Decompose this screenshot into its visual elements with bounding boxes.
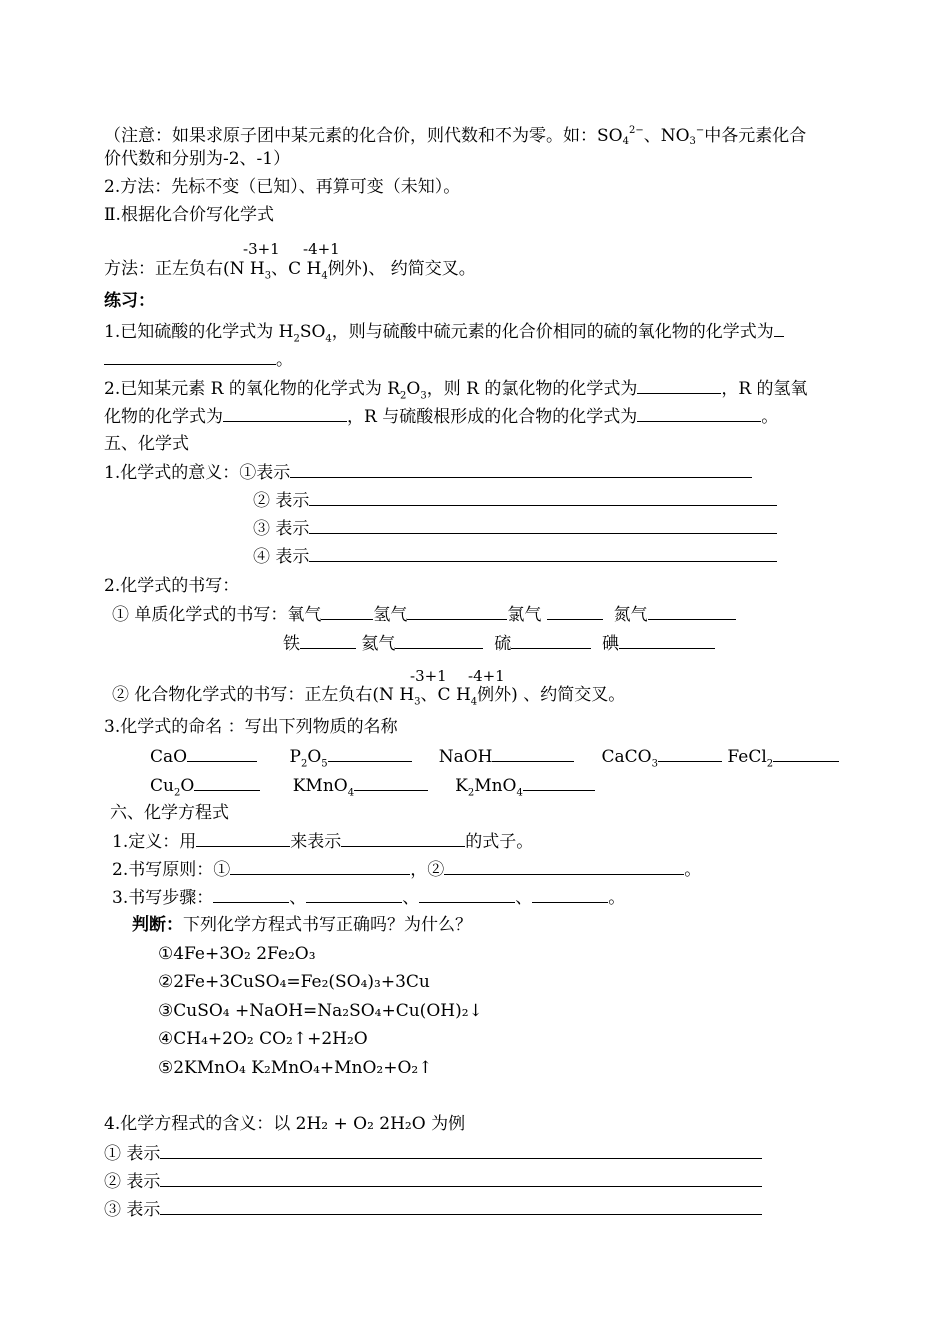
- answer-blank[interactable]: [309, 517, 777, 534]
- question-2-line-2: 化物的化学式为 ，R 与硫酸根形成的化合物的化学式为 。: [104, 407, 779, 427]
- meaning-row-3: ③ 表示: [253, 517, 777, 540]
- valence-nh3-2: -3+1: [410, 667, 447, 685]
- practice-title: 练习：: [104, 291, 155, 311]
- answer-blank[interactable]: [230, 858, 410, 875]
- answer-blank[interactable]: [395, 632, 483, 649]
- answer-blank[interactable]: [619, 632, 715, 649]
- section-6-title: 六、化学方程式: [110, 803, 229, 823]
- answer-blank[interactable]: [328, 745, 412, 762]
- meaning-row-1: 1.化学式的意义：①表示: [104, 461, 752, 484]
- equation-4: ④CH₄+2O₂ CO₂↑+2H₂O: [158, 1029, 368, 1049]
- steps: 3.书写步骤： 、 、 、 。: [112, 888, 626, 908]
- meaning-row-4: ④ 表示: [253, 545, 777, 568]
- answer-blank[interactable]: [306, 886, 402, 903]
- elemental-row-1: ① 单质化学式的书写：氧气 氢气 氯气 氮气: [112, 603, 736, 626]
- equation-meaning-1: ① 表示: [104, 1142, 762, 1165]
- answer-blank[interactable]: [547, 603, 603, 620]
- answer-blank[interactable]: [773, 745, 839, 762]
- valence-ch4-2: -4+1: [468, 667, 505, 685]
- equation-meaning-title: 4.化学方程式的含义：以 2H₂ + O₂ 2H₂O 为例: [104, 1114, 466, 1134]
- answer-blank[interactable]: [637, 405, 761, 422]
- answer-blank[interactable]: [341, 830, 465, 847]
- answer-blank[interactable]: [637, 377, 721, 394]
- valence-nh3: -3+1: [243, 240, 280, 258]
- answer-blank[interactable]: [160, 1170, 762, 1187]
- answer-blank[interactable]: [300, 632, 356, 649]
- section-2-title: Ⅱ.根据化合价写化学式: [104, 205, 274, 225]
- answer-blank[interactable]: [774, 320, 784, 337]
- answer-blank[interactable]: [194, 774, 260, 791]
- question-1-line-2: 。: [104, 348, 293, 371]
- section-5-title: 五、化学式: [104, 434, 189, 454]
- principle: 2.书写原则：① ，② 。: [112, 860, 702, 880]
- answer-blank[interactable]: [648, 603, 736, 620]
- answer-blank[interactable]: [104, 348, 276, 365]
- equation-1: ①4Fe+3O₂ 2Fe₂O₃: [158, 944, 316, 964]
- answer-blank[interactable]: [354, 774, 428, 791]
- answer-blank[interactable]: [658, 745, 722, 762]
- answer-blank[interactable]: [223, 405, 347, 422]
- answer-blank[interactable]: [511, 632, 591, 649]
- method-2: 2.方法：先标不变（已知）、再算可变（未知）。: [104, 177, 461, 197]
- judge: 判断：下列化学方程式书写正确吗？为什么？: [132, 915, 472, 935]
- naming-row-2: $Cu_2O$ KMnO$_4$ $K_2MnO_4$: [150, 774, 595, 797]
- answer-blank[interactable]: [187, 745, 257, 762]
- valence-ch4: -4+1: [303, 240, 340, 258]
- meaning-row-2: ② 表示: [253, 489, 777, 512]
- method-line: 方法：正左负右(N $H_3$、C $H_4$例外)、 约简交叉。: [104, 259, 476, 282]
- note-line-1: （注意：如果求原子团中某元素的化合价，则代数和不为零。如：$SO4^{2-}$、NO3−中各元素化合: [104, 125, 807, 147]
- answer-blank[interactable]: [444, 858, 684, 875]
- naming-title: 3.化学式的命名 ：写出下列物质的名称: [104, 717, 398, 737]
- equation-meaning-3: ③ 表示: [104, 1198, 762, 1221]
- naming-row-1: CaO $P_2O_5$ NaOH CaCO$_3$ FeCl$_2$: [150, 745, 839, 768]
- answer-blank[interactable]: [523, 774, 595, 791]
- answer-blank[interactable]: [309, 545, 777, 562]
- answer-blank[interactable]: [290, 461, 752, 478]
- answer-blank[interactable]: [407, 603, 507, 620]
- answer-blank[interactable]: [196, 830, 290, 847]
- equation-5: ⑤2KMnO₄ K₂MnO₄+MnO₂+O₂↑: [158, 1058, 433, 1078]
- definition: 1.定义：用 来表示 的式子。: [112, 832, 534, 852]
- writing-title: 2.化学式的书写：: [104, 576, 240, 596]
- question-1: 1.已知硫酸的化学式为 $H_2SO_4$，则与硫酸中硫元素的化合价相同的硫的氧化物的化学式为: [104, 320, 784, 343]
- answer-blank[interactable]: [309, 489, 777, 506]
- answer-blank[interactable]: [492, 745, 574, 762]
- compound-writing: ② 化合物化学式的书写：正左负右(N $H_3$、C $H_4$例外) 、约简交叉。: [112, 685, 626, 708]
- answer-blank[interactable]: [160, 1142, 762, 1159]
- question-2: 2.已知某元素 R 的氧化物的化学式为 $R_2O_3$，则 R 的氯化物的化学式为 ，R 的氢氧: [104, 379, 808, 402]
- equation-3: ③CuSO₄ +NaOH=Na₂SO₄+Cu(OH)₂↓: [158, 1001, 483, 1021]
- equation-meaning-2: ② 表示: [104, 1170, 762, 1193]
- answer-blank[interactable]: [419, 886, 515, 903]
- answer-blank[interactable]: [532, 886, 608, 903]
- note-line-2: 价代数和分别为-2、-1）: [104, 149, 291, 169]
- elemental-row-2: 铁 氦气 硫 碘: [283, 632, 715, 655]
- answer-blank[interactable]: [321, 603, 373, 620]
- equation-2: ②2Fe+3CuSO₄=Fe₂(SO₄)₃+3Cu: [158, 972, 430, 992]
- answer-blank[interactable]: [160, 1198, 762, 1215]
- answer-blank[interactable]: [213, 886, 289, 903]
